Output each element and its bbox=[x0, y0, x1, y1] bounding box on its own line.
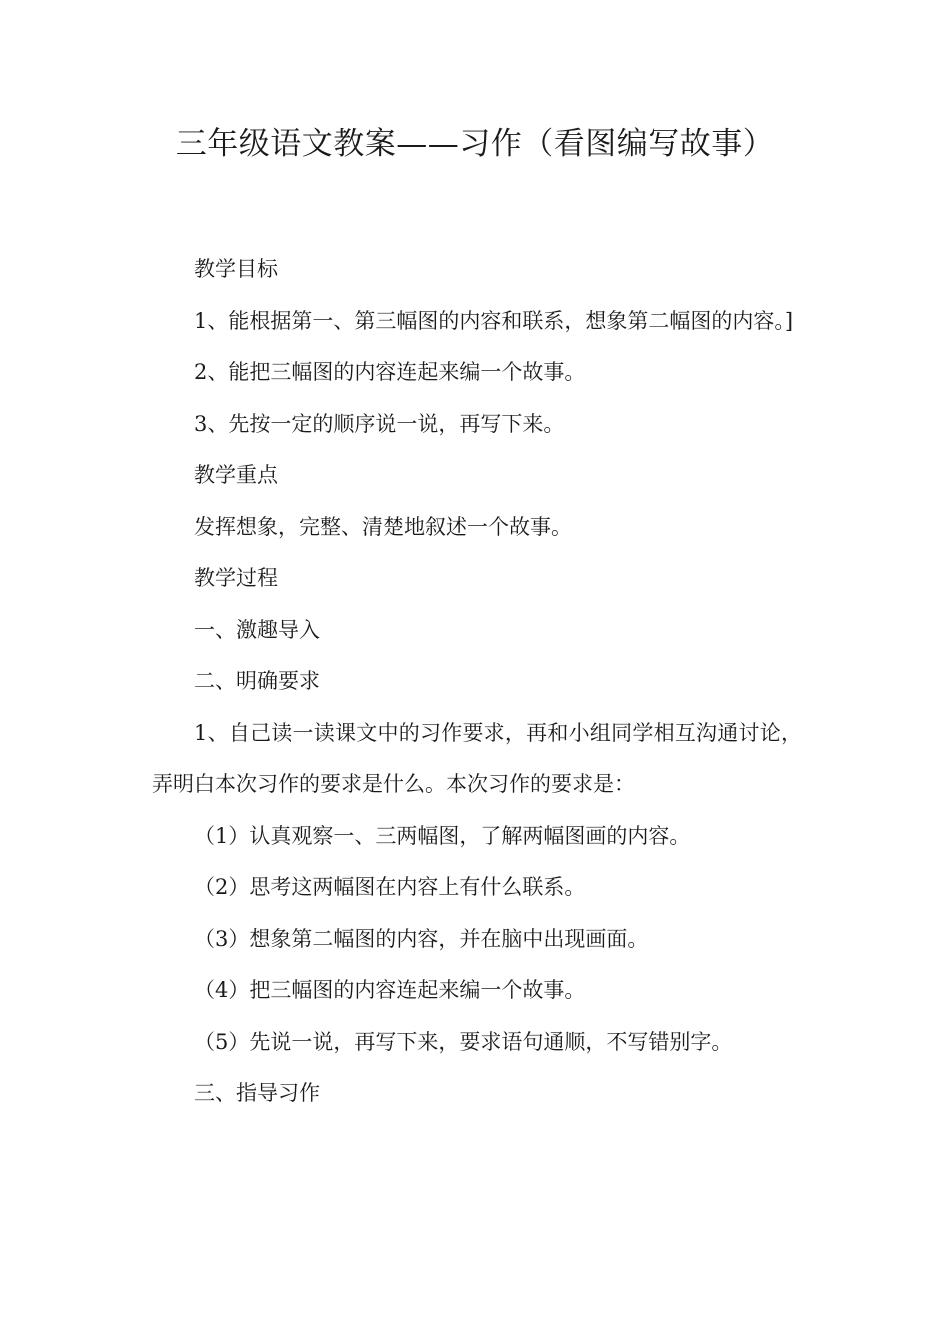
goal-item-3: 3、先按一定的顺序说一说，再写下来。 bbox=[194, 411, 565, 436]
heading-teaching-process: 教学过程 bbox=[194, 566, 278, 590]
requirement-item-4: （4）把三幅图的内容连起来编一个故事。 bbox=[194, 978, 586, 1002]
requirement-intro: 1、自己读一读课文中的习作要求，再和小组同学相互沟通讨论，弄明白本次习作的要求是什么。本次习作的要求是： bbox=[152, 720, 802, 796]
document-title: 三年级语文教案——习作（看图编写故事） bbox=[175, 126, 775, 162]
requirement-item-2: （2）思考这两幅图在内容上有什么联系。 bbox=[194, 875, 586, 899]
requirement-item-3: （3）想象第二幅图的内容，并在脑中出现画面。 bbox=[194, 926, 649, 951]
document-body bbox=[152, 244, 802, 1120]
process-step-1: 一、激趣导入 bbox=[194, 617, 320, 642]
focus-text: 发挥想象，完整、清楚地叙述一个故事。 bbox=[194, 514, 572, 539]
process-step-3: 三、指导习作 bbox=[194, 1081, 320, 1105]
goal-item-2: 2、能把三幅图的内容连起来编一个故事。 bbox=[194, 360, 586, 384]
heading-teaching-goals: 教学目标 bbox=[194, 257, 278, 281]
heading-teaching-focus: 教学重点 bbox=[194, 463, 278, 487]
process-step-2: 二、明确要求 bbox=[194, 669, 320, 693]
requirement-item-5: （5）先说一说，再写下来，要求语句通顺，不写错别字。 bbox=[194, 1029, 733, 1054]
requirement-item-1: （1）认真观察一、三两幅图，了解两幅图画的内容。 bbox=[194, 823, 691, 848]
goal-item-1: 1、能根据第一、第三幅图的内容和联系，想象第二幅图的内容。] bbox=[194, 308, 794, 333]
